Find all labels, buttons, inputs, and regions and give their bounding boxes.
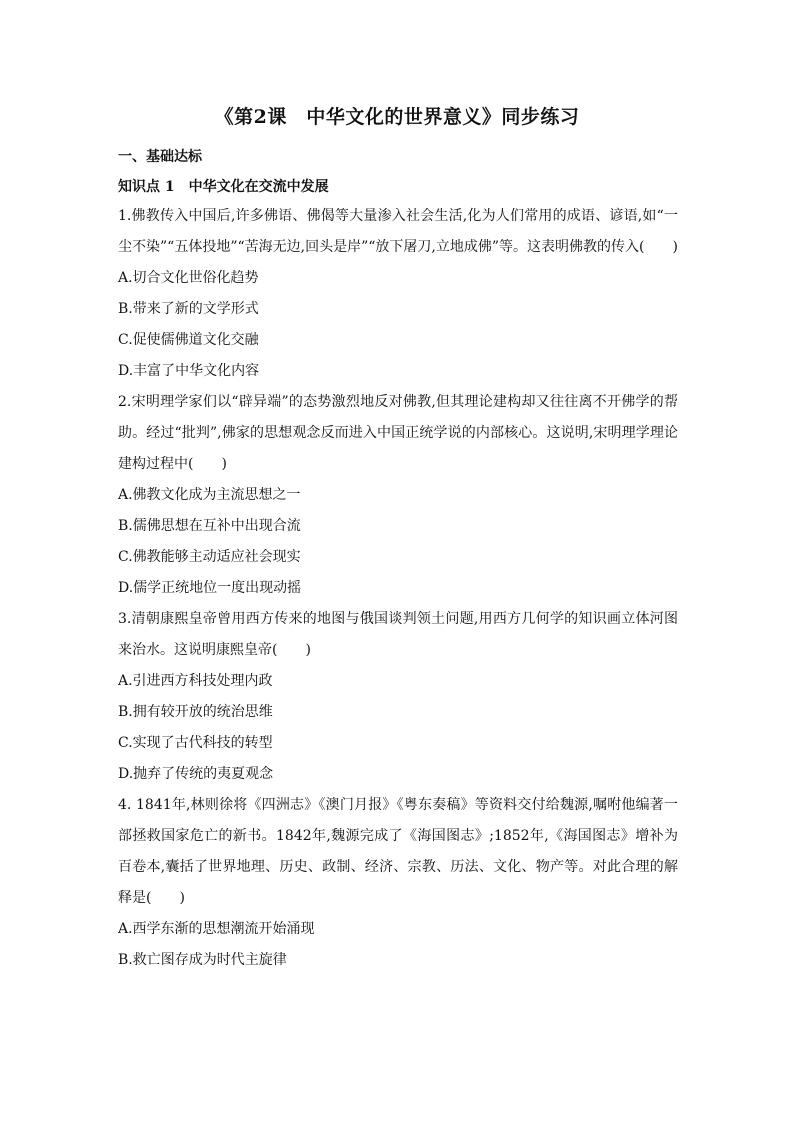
option-b: B.拥有较开放的统治思维 bbox=[118, 704, 273, 720]
question-1 bbox=[118, 201, 678, 387]
option-b: B.带来了新的文学形式 bbox=[118, 301, 259, 317]
option-a: A.切合文化世俗化趋势 bbox=[118, 270, 259, 286]
option-a: A.佛教文化成为主流思想之一 bbox=[118, 487, 301, 503]
question-stem: 2.宋明理学家们以“辟异端”的态势激烈地反对佛教,但其理论建构却又往往离不开佛学的帮助。经过“批判”,佛家的思想观念反而进入中国正统学说的内部核心。这说明,宋明理学理论建构过程中( ) bbox=[118, 394, 678, 472]
option-b: B.救亡图存成为时代主旋律 bbox=[118, 952, 287, 968]
question-stem: 3.清朝康熙皇帝曾用西方传来的地图与俄国谈判领土问题,用西方几何学的知识画立体河图来治水。这说明康熙皇帝( ) bbox=[118, 611, 678, 658]
question-3 bbox=[118, 604, 678, 790]
option-d: D.抛弃了传统的夷夏观念 bbox=[118, 766, 274, 782]
option-c: C.佛教能够主动适应社会现实 bbox=[118, 549, 301, 565]
section-heading: 一、基础达标 bbox=[118, 149, 202, 165]
question-4 bbox=[118, 790, 678, 976]
option-b: B.儒佛思想在互补中出现合流 bbox=[118, 518, 301, 534]
option-a: A.引进西方科技处理内政 bbox=[118, 673, 273, 689]
question-list bbox=[118, 201, 678, 976]
question-2 bbox=[118, 387, 678, 604]
page-title: 《第2课 中华文化的世界意义》同步练习 bbox=[214, 106, 580, 128]
option-a: A.西学东渐的思想潮流开始涌现 bbox=[118, 921, 315, 937]
option-d: D.丰富了中华文化内容 bbox=[118, 363, 260, 379]
option-c: C.促使儒佛道文化交融 bbox=[118, 332, 259, 348]
option-d: D.儒学正统地位一度出现动摇 bbox=[118, 580, 302, 596]
question-stem: 1.佛教传入中国后,许多佛语、佛偈等大量渗入社会生活,化为人们常用的成语、谚语,如“一尘不染”“五体投地”“苦海无边,回头是岸”“放下屠刀,立地成佛”等。这表明佛教的传入( ) bbox=[118, 208, 678, 255]
question-stem: 4. 1841年,林则徐将《四洲志》《澳门月报》《粤东奏稿》等资料交付给魏源,嘱咐他编著一部拯救国家危亡的新书。1842年,魏源完成了《海国图志》;1852年,《海国图志》增补为百卷本,囊括了世界地理、历史、政制、经济、宗教、历法、文化、物产等。对此合理的解释是( ) bbox=[118, 797, 678, 906]
knowledge-point-heading: 知识点 1 中华文化在交流中发展 bbox=[118, 179, 329, 195]
option-c: C.实现了古代科技的转型 bbox=[118, 735, 273, 751]
